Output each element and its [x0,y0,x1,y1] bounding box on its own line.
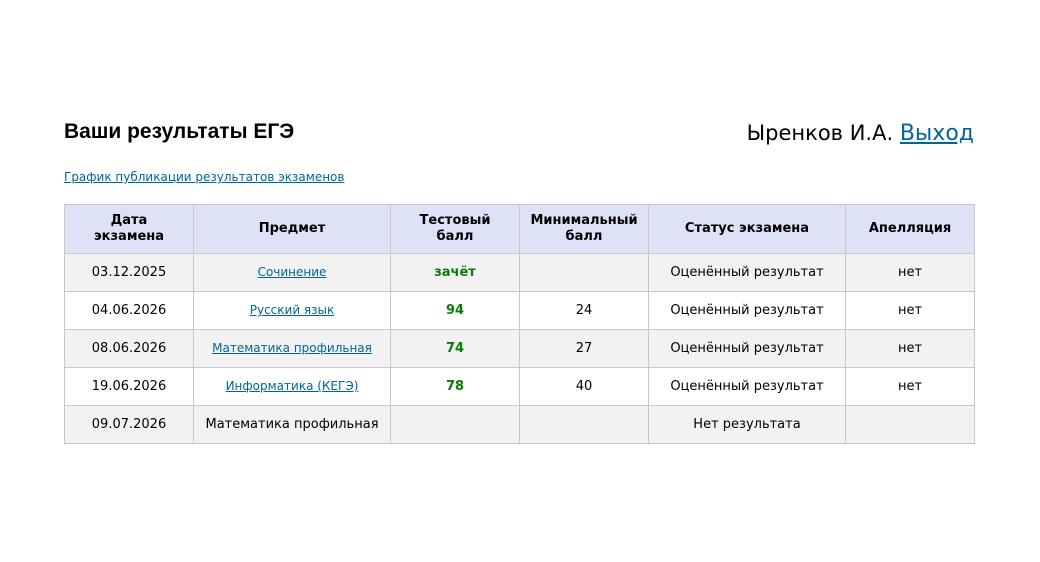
table-row [65,330,975,368]
exam-date: 04.06.2026 [65,292,194,330]
exam-status: Нет результата [649,406,846,444]
column-header-appeal: Апелляция [846,205,975,254]
test-score: 78 [391,368,520,406]
column-header-status: Статус экзамена [649,205,846,254]
column-header-date: Дата экзамена [65,205,194,254]
user-name: Ыренков И.А. [746,121,894,145]
exam-date: 19.06.2026 [65,368,194,406]
subject-link[interactable]: Информатика (КЕГЭ) [225,379,359,393]
subject-cell [194,368,391,406]
subject-link[interactable]: Математика профильная [212,341,372,355]
user-info [747,121,974,146]
subject-link[interactable]: Сочинение [257,265,327,279]
appeal-status: нет [846,292,975,330]
table-row [65,368,975,406]
subject-cell [194,254,391,292]
min-score [520,406,649,444]
exam-results-table [64,204,975,444]
exam-date: 03.12.2025 [65,254,194,292]
table-header-row [65,205,975,254]
exam-status: Оценённый результат [649,254,846,292]
column-header-subject: Предмет [194,205,391,254]
table-row [65,292,975,330]
test-score: зачёт [391,254,520,292]
column-header-test-score: Тестовый балл [391,205,520,254]
subject-cell [194,330,391,368]
publication-schedule-link[interactable]: График публикации результатов экзаменов [64,170,345,184]
exam-status: Оценённый результат [649,330,846,368]
column-header-min-score: Минимальный балл [520,205,649,254]
logout-link[interactable]: Выход [899,121,974,146]
appeal-status: нет [846,368,975,406]
min-score: 40 [520,368,649,406]
test-score: 74 [391,330,520,368]
appeal-status: нет [846,254,975,292]
appeal-status [846,406,975,444]
min-score [520,254,649,292]
min-score: 27 [520,330,649,368]
exam-date: 08.06.2026 [65,330,194,368]
test-score [391,406,520,444]
test-score: 94 [391,292,520,330]
exam-status: Оценённый результат [649,292,846,330]
subject-cell: Математика профильная [194,406,391,444]
subject-link[interactable]: Русский язык [249,303,335,317]
exam-date: 09.07.2026 [65,406,194,444]
page-title: Ваши результаты ЕГЭ [64,120,295,143]
exam-status: Оценённый результат [649,368,846,406]
table-row [65,406,975,444]
table-row [65,254,975,292]
subject-cell [194,292,391,330]
appeal-status: нет [846,330,975,368]
min-score: 24 [520,292,649,330]
